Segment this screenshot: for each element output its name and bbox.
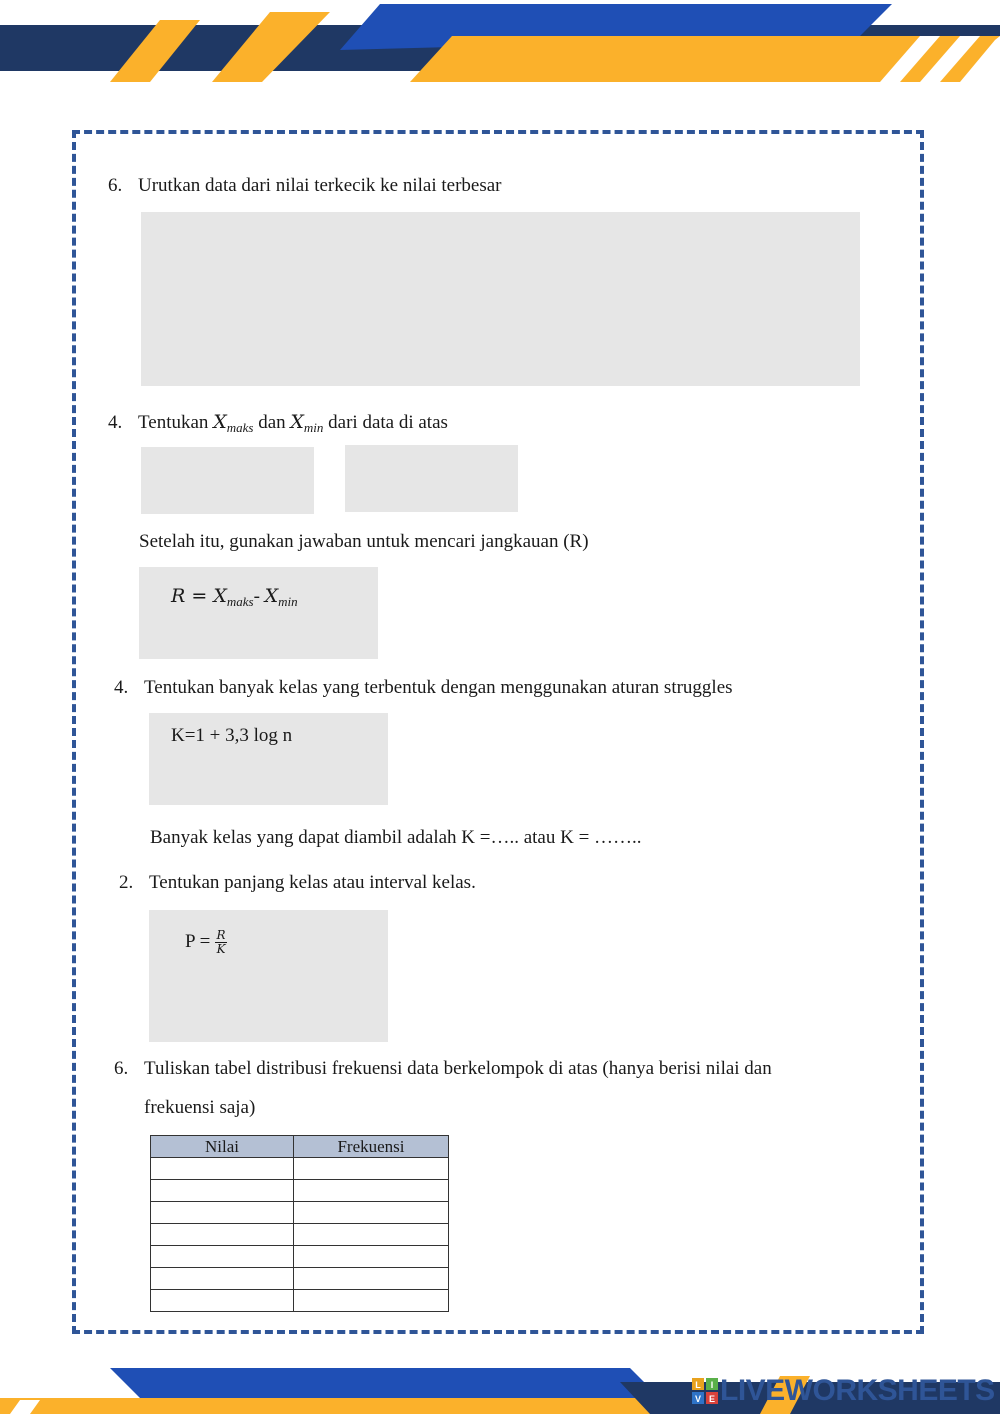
math-operator: - — [253, 586, 260, 607]
math-lhs: P = — [185, 930, 216, 952]
question-xmax-xmin — [108, 410, 448, 440]
question-number: 2. — [119, 872, 134, 893]
math-var: X — [290, 411, 304, 433]
svg-text:V: V — [694, 1394, 702, 1404]
math-var: X — [213, 585, 227, 607]
table-row — [151, 1158, 449, 1180]
question-sort — [108, 174, 501, 198]
liveworksheets-logo-text[interactable]: LIVEWORKSHEETS — [720, 1374, 995, 1407]
table-cell-frekuensi[interactable] — [294, 1224, 449, 1246]
answer-box-xmin[interactable] — [345, 445, 518, 512]
question-text: Tuliskan tabel distribusi frekuensi data berkelompok di atas (hanya berisi nilai dan — [144, 1058, 772, 1079]
table-cell-nilai[interactable] — [151, 1180, 294, 1202]
class-count-answer-text: Banyak kelas yang dapat diambil adalah K =….. atau K = …….. — [150, 827, 642, 848]
svg-text:E: E — [708, 1394, 716, 1404]
column-header-frekuensi: Frekuensi — [294, 1136, 449, 1158]
math-subscript: min — [303, 420, 324, 435]
table-cell-frekuensi[interactable] — [294, 1158, 449, 1180]
table-row — [151, 1180, 449, 1202]
question-text: Urutkan data dari nilai terkecik ke nilai terbesar — [138, 175, 502, 196]
table-cell-nilai[interactable] — [151, 1246, 294, 1268]
table-header-row — [151, 1136, 449, 1158]
answer-box-xmax[interactable] — [141, 447, 314, 514]
question-number: 4. — [114, 677, 129, 698]
question-text: Tentukan banyak kelas yang terbentuk dengan menggunakan aturan struggles — [144, 677, 733, 698]
footer-yellow-band — [0, 1398, 680, 1414]
table-cell-nilai[interactable] — [151, 1290, 294, 1312]
fraction — [215, 929, 227, 956]
math-lhs: R = — [171, 585, 214, 607]
question-interval — [119, 871, 476, 895]
table-cell-frekuensi[interactable] — [294, 1290, 449, 1312]
header-banner — [0, 0, 1000, 100]
table-cell-nilai[interactable] — [151, 1202, 294, 1224]
fraction-numerator: R — [216, 928, 226, 942]
column-header-nilai: Nilai — [151, 1136, 294, 1158]
question-text: dari data di atas — [323, 412, 448, 433]
table-cell-nilai[interactable] — [151, 1224, 294, 1246]
range-instruction: Setelah itu, gunakan jawaban untuk mencari jangkauan (R) — [139, 531, 589, 552]
math-subscript: maks — [226, 420, 254, 435]
table-row — [151, 1268, 449, 1290]
question-frequency-table — [114, 1057, 772, 1081]
table-row — [151, 1202, 449, 1224]
svg-text:I: I — [710, 1380, 714, 1390]
question-number: 6. — [108, 175, 123, 196]
table-cell-nilai[interactable] — [151, 1158, 294, 1180]
table-cell-frekuensi[interactable] — [294, 1246, 449, 1268]
liveworksheets-logo-icon — [692, 1378, 718, 1404]
frequency-table — [150, 1135, 449, 1312]
question-class-count — [114, 676, 733, 700]
math-subscript: min — [278, 594, 298, 609]
table-cell-nilai[interactable] — [151, 1268, 294, 1290]
footer-blue-band — [110, 1368, 660, 1398]
math-var: X — [264, 585, 279, 607]
fraction-denominator: K — [216, 942, 226, 956]
table-row — [151, 1246, 449, 1268]
answer-box-sorted-data[interactable] — [141, 212, 860, 386]
table-row — [151, 1290, 449, 1312]
table-cell-frekuensi[interactable] — [294, 1202, 449, 1224]
svg-text:L: L — [695, 1380, 701, 1390]
range-formula — [171, 584, 298, 614]
question-text: dan — [253, 412, 291, 433]
question-number: 6. — [114, 1058, 129, 1079]
math-subscript: maks — [226, 594, 254, 609]
table-row — [151, 1224, 449, 1246]
table-cell-frekuensi[interactable] — [294, 1268, 449, 1290]
question-text: Tentukan panjang kelas atau interval kelas. — [149, 872, 476, 893]
question-text: Tentukan — [138, 412, 214, 433]
class-formula: K=1 + 3,3 log n — [171, 725, 293, 746]
table-cell-frekuensi[interactable] — [294, 1180, 449, 1202]
math-var: X — [213, 411, 227, 433]
question-number: 4. — [108, 412, 123, 433]
question-text-continued: frekuensi saja) — [144, 1097, 256, 1118]
interval-formula — [185, 929, 227, 956]
